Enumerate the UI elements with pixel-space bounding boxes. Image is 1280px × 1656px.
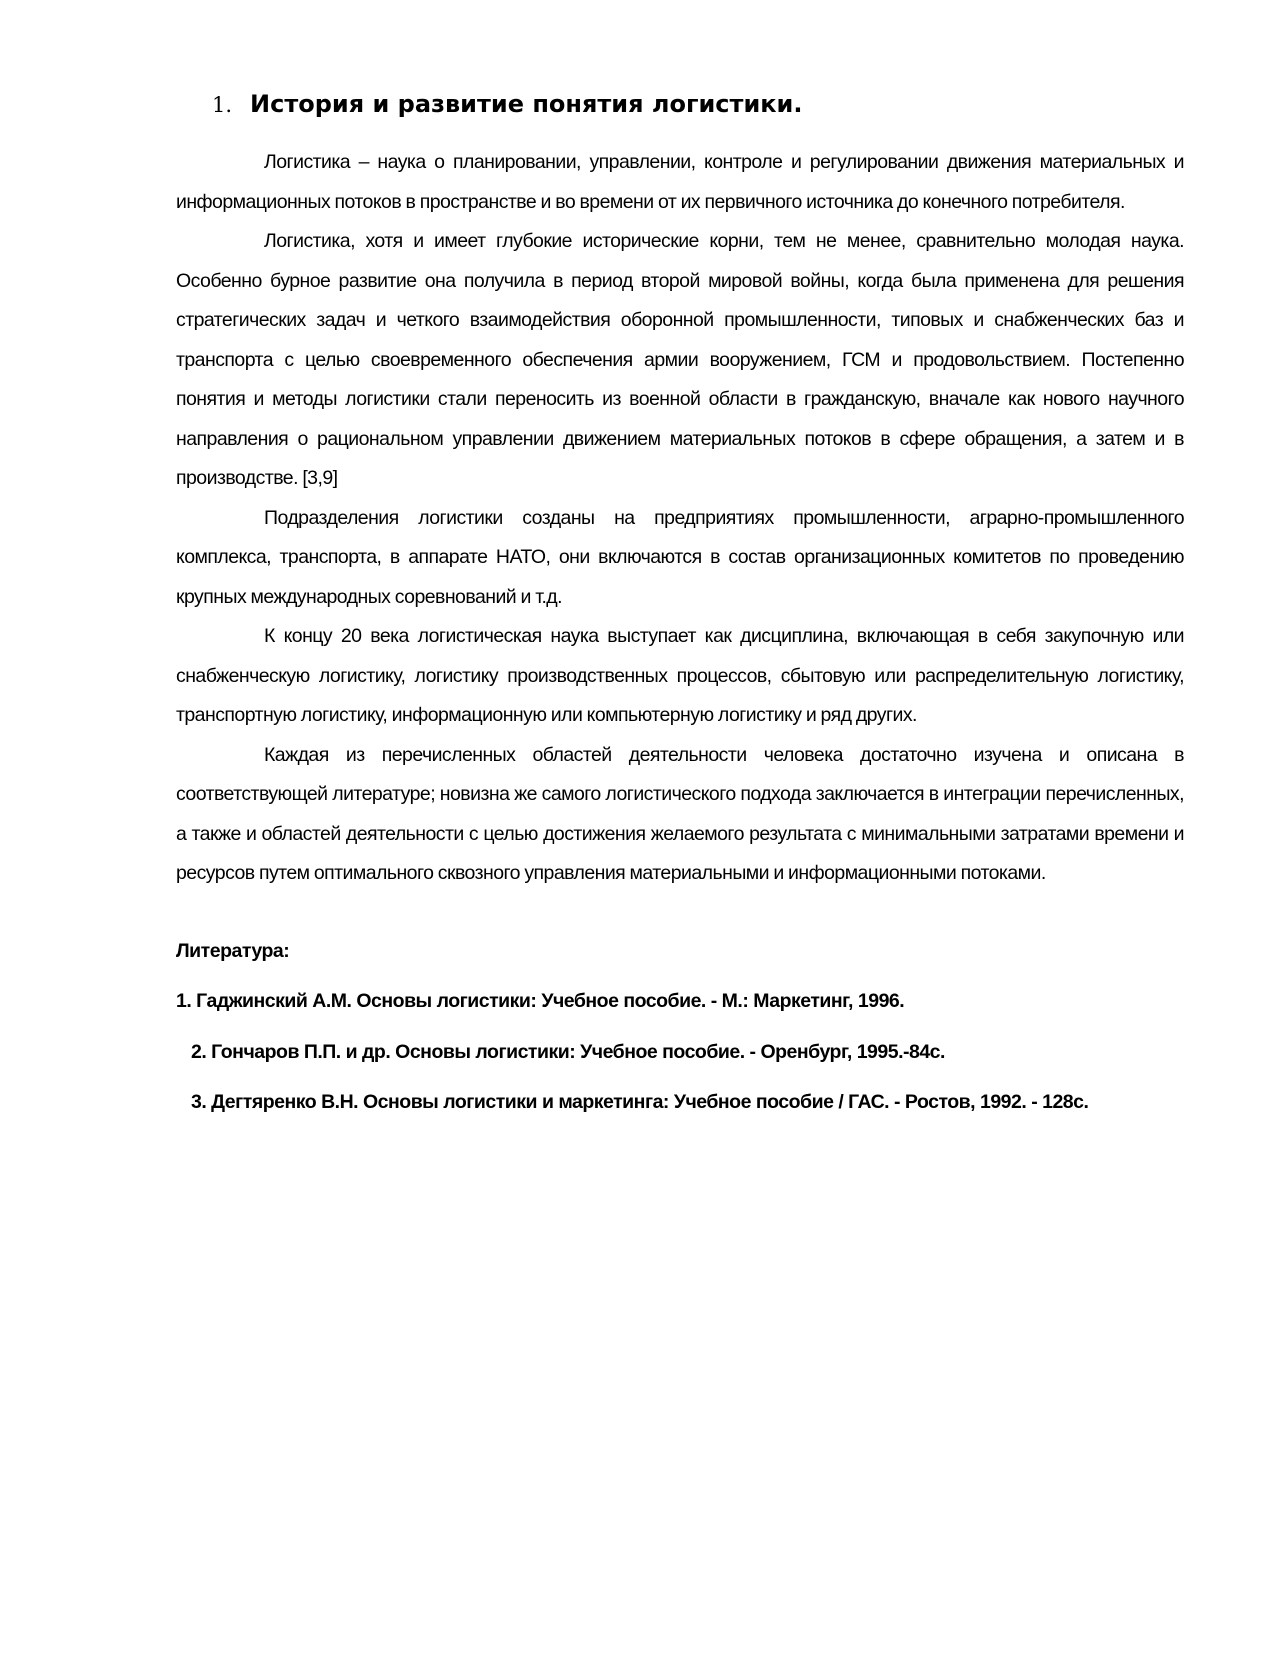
heading-title: История и развитие понятия логистики. — [250, 90, 803, 118]
paragraph: Логистика, хотя и имеет глубокие исторические корни, тем не менее, сравнительно молодая наука. Особенно бурное развитие она получила в период второй мировой войны, когда была применена для решения стратегических задач и четкого взаимодействия оборонной промышленности, типовых и снабженческих баз и транспорта с целью своевременного обеспечения армии вооружением, ГСМ и продовольствием. Постепенно понятия и методы логистики стали переносить из военной области в гражданскую, вначале как нового научного направления о рациональном управлении движением материальных потоков в сфере обращения, а затем и в производстве. [3,9] — [176, 230, 1184, 489]
literature-item: 3. Дегтяренко В.Н. Основы логистики и маркетинга: Учебное пособие / ГАС. - Ростов, 1992. - 128с. — [191, 1091, 1089, 1113]
section-heading — [212, 90, 802, 118]
paragraph: К концу 20 века логистическая наука выступает как дисциплина, включающая в себя закупочную или снабженческую логистику, логистику производственных процессов, сбытовую или распределительную логистику, транспортную логистику, информационную или компьютерную логистику и ряд других. — [176, 625, 1184, 726]
literature-title: Литература: — [176, 940, 290, 962]
paragraph: Логистика – наука о планировании, управлении, контроле и регулировании движения материальных и информационных потоков в пространстве и во времени от их первичного источника до конечного потребителя. — [176, 151, 1184, 213]
literature-item: 1. Гаджинский А.М. Основы логистики: Учебное пособие. - М.: Маркетинг, 1996. — [176, 990, 905, 1012]
paragraph: Каждая из перечисленных областей деятельности человека достаточно изучена и описана в соответствующей литературе; новизна же самого логистического подхода заключается в интеграции перечисленных, а также и областей деятельности с целью достижения желаемого результата с минимальными затратами времени и ресурсов путем оптимального сквозного управления материальными и информационными потоками. — [176, 743, 1184, 884]
literature-item: 2. Гончаров П.П. и др. Основы логистики: Учебное пособие. - Оренбург, 1995.-84с. — [191, 1041, 945, 1063]
heading-number: 1. — [212, 93, 233, 117]
body-text — [176, 143, 1184, 894]
paragraph: Подразделения логистики созданы на предприятиях промышленности, аграрно-промышленного комплекса, транспорта, в аппарате НАТО, они включаются в состав организационных комитетов по проведению крупных международных соревнований и т.д. — [176, 506, 1184, 608]
